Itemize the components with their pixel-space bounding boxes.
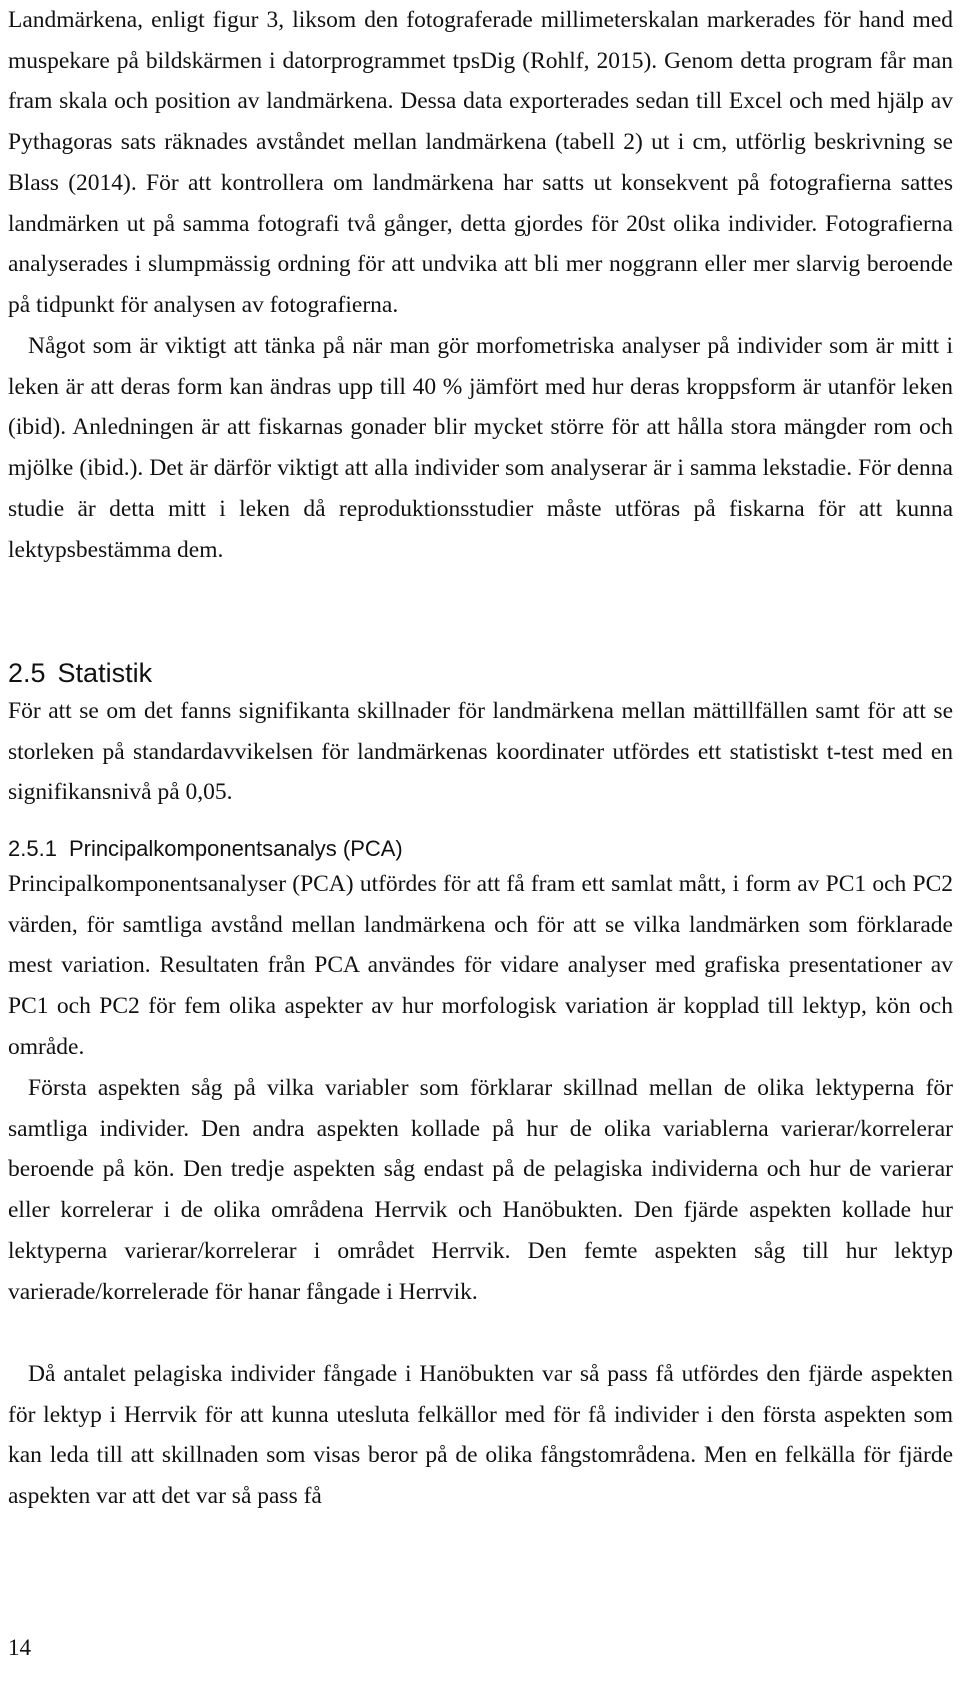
body-paragraph-statistik: För att se om det fanns signifikanta skillnader för landmärkena mellan mättillfällen samt för att se storleken på standardavvikelsen för landmärkenas koordinater utfördes ett statistiskt t-test med en signifikansnivå på 0,05. bbox=[8, 698, 953, 806]
body-paragraph-pca-herrvik: Då antalet pelagiska individer fångade i Hanöbukten var så pass få utfördes den fjärde aspekten för lektyp i Herrvik för att kunna utesluta felkällor med för få individer i den första aspekten som kan leda till att skillnaden som visas beror på de olika fångstområdena. Men en felkälla för fjärde aspekten var att det var så pass få bbox=[8, 1361, 953, 1510]
section-number: 2.5 bbox=[8, 658, 46, 688]
body-paragraph-pca-intro: Principalkomponentsanalyser (PCA) utfördes för att få fram ett samlat mått, i form av PC1 och PC2 värden, för samtliga avstånd mellan landmärkena och för att se vilka landmärken som förklarade mest variation. Resultaten från PCA användes för vidare analyser med grafiska presentationer av PC1 och PC2 för fem olika aspekter av hur morfologisk variation är kopplad till lektyp, kön och område. bbox=[8, 871, 953, 1060]
body-paragraph-pca-aspects: Första aspekten såg på vilka variabler som förklarar skillnad mellan de olika lektyperna för samtliga individer. Den andra aspekten kollade på hur de olika variablerna varierar/korrelerar beroende på kön. Den tredje aspekten såg endast på de pelagiska individerna och hur de varierar eller korrelerar i de olika områdena Herrvik och Hanöbukten. Den fjärde aspekten kollade hur lektyperna varierar/korrelerar i området Herrvik. Den femte aspekten såg till hur lektyp varierade/korrelerade för hanar fångade i Herrvik. bbox=[8, 1075, 953, 1305]
subsection-number: 2.5.1 bbox=[8, 836, 57, 861]
section-heading-statistik bbox=[8, 654, 953, 692]
subsection-title: Principalkomponentsanalys (PCA) bbox=[68, 836, 403, 861]
body-paragraph-spawning-shape: Något som är viktigt att tänka på när man gör morfometriska analyser på individer som är mitt i leken är att deras form kan ändras upp till 40 % jämfört med hur deras kroppsform är utanför leken (ibid). Anledningen är att fiskarnas gonader blir mycket större för att hålla stora mängder rom och mjölke (ibid.). Det är därför viktigt att alla individer som analyserar är i samma lekstadie. För denna studie är detta mitt i leken då reproduktionsstudier måste utföras på fiskarna för att kunna lektypsbestämma dem. bbox=[8, 333, 953, 563]
subsection-heading-pca bbox=[8, 832, 953, 866]
page-number: 14 bbox=[8, 1635, 31, 1660]
body-paragraph-landmarks: Landmärkena, enligt figur 3, liksom den fotograferade millimeterskalan markerades för hand med muspekare på bildskärmen i datorprogrammet tpsDig (Rohlf, 2015). Genom detta program får man fram skala och position av landmärkena. Dessa data exporterades sedan till Excel och med hjälp av Pythagoras sats räknades avståndet mellan landmärkena (tabell 2) ut i cm, utförlig beskrivning se Blass (2014). För att kontrollera om landmärkena har satts ut konsekvent på fotografierna sattes landmärken ut på samma fotografi två gånger, detta gjordes för 20st olika individer. Fotografierna analyserades i slumpmässig ordning för att undvika att bli mer noggrann eller mer slarvig beroende på tidpunkt för analysen av fotografierna. bbox=[8, 7, 953, 318]
section-title: Statistik bbox=[57, 658, 153, 688]
